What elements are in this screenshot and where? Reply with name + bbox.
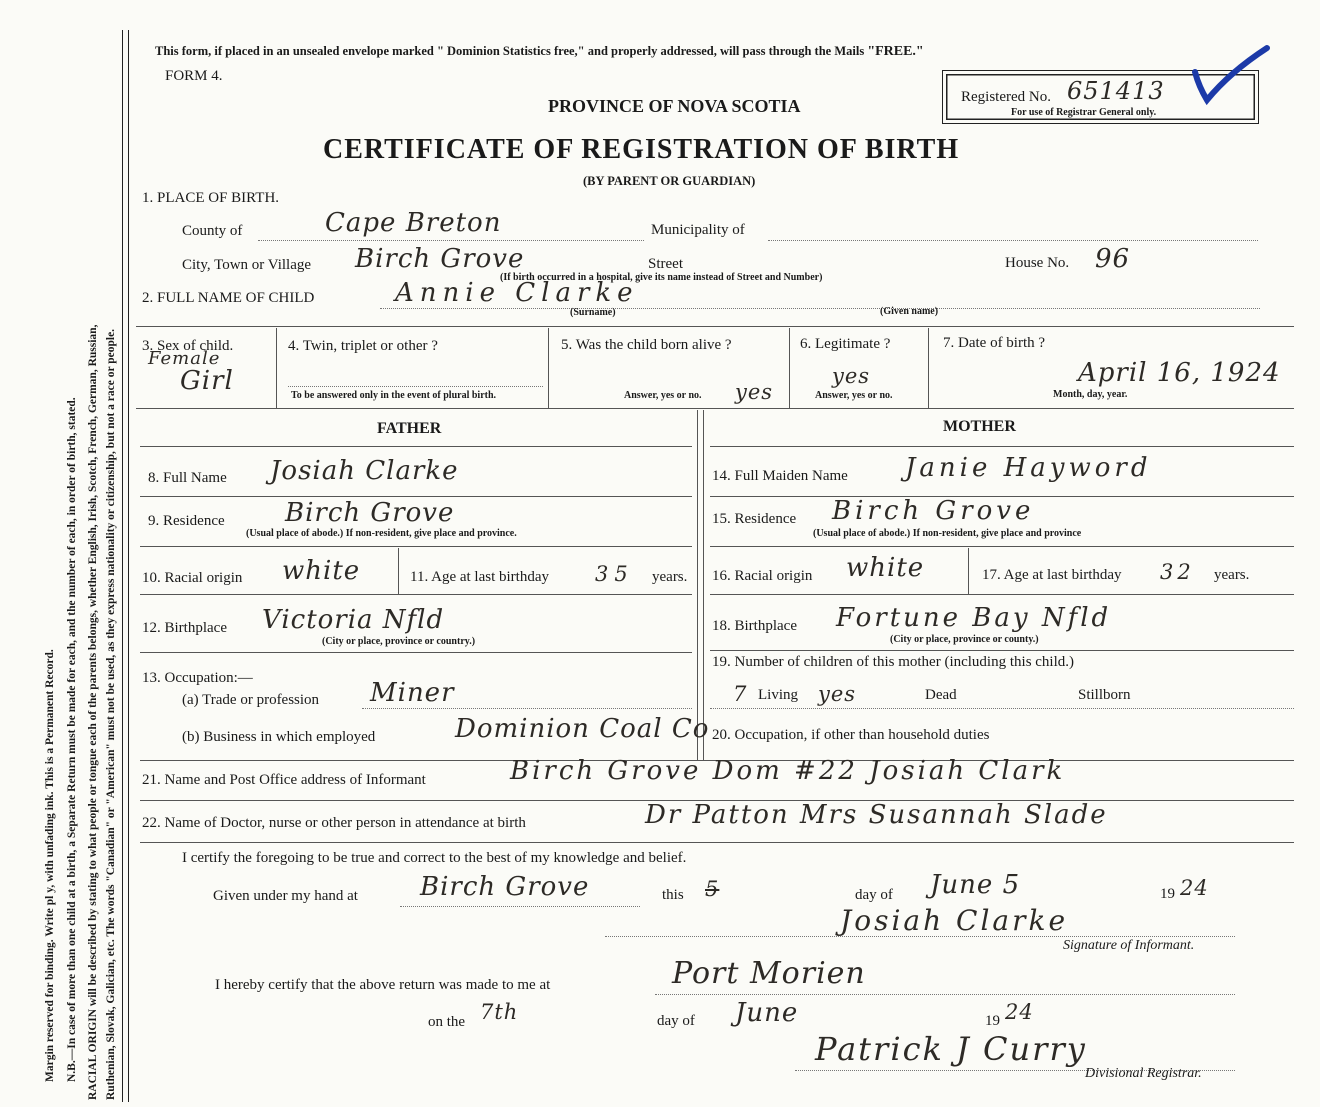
mother-race-value: white bbox=[846, 553, 925, 583]
twin-note: To be answered only in the event of plural birth. bbox=[291, 390, 497, 401]
this-label: this bbox=[662, 887, 684, 903]
registrar-note: For use of Registrar General only. bbox=[1011, 107, 1157, 118]
registrar-place: Port Morien bbox=[672, 956, 866, 991]
sex-value-2: Girl bbox=[180, 366, 234, 396]
day-value: June 5 bbox=[930, 870, 1021, 900]
dob-note: Month, day, year. bbox=[1053, 389, 1128, 400]
registrar-year-prefix: 19 bbox=[985, 1013, 1000, 1029]
registrar-year-value: 24 bbox=[1005, 1000, 1034, 1024]
street-label: Street bbox=[648, 256, 683, 272]
this-value: 5 bbox=[705, 877, 720, 901]
mother-birthplace-label: 18. Birthplace bbox=[712, 618, 797, 634]
year-value: 24 bbox=[1180, 876, 1209, 900]
mother-children-count: 7 bbox=[733, 682, 748, 706]
registered-label: Registered No. bbox=[961, 89, 1051, 105]
mother-age-unit: years. bbox=[1214, 567, 1250, 583]
father-business-label: (b) Business in which employed bbox=[182, 729, 376, 745]
child-name-label: 2. FULL NAME OF CHILD bbox=[142, 290, 315, 306]
city-label: City, Town or Village bbox=[182, 257, 312, 273]
on-label: on the bbox=[428, 1014, 466, 1030]
registrar-text: I hereby certify that the above return was made to me at bbox=[215, 977, 551, 993]
mother-residence-label: 15. Residence bbox=[712, 511, 797, 527]
house-value: 96 bbox=[1095, 244, 1131, 274]
registrar-day-label: day of bbox=[657, 1013, 695, 1029]
margin-rule-2 bbox=[128, 30, 129, 1102]
registered-number: 651413 bbox=[1067, 77, 1165, 105]
municipality-label: Municipality of bbox=[651, 222, 745, 238]
alive-value: yes bbox=[735, 380, 774, 404]
province-heading: PROVINCE OF NOVA SCOTIA bbox=[548, 96, 801, 116]
informant-value: Birch Grove Dom #22 Josiah Clark bbox=[510, 756, 1066, 786]
legitimate-note: Answer, yes or no. bbox=[815, 390, 893, 401]
margin-note-1: Margin reserved for binding. Write pl y, with unfading ink. This is a Permanent Record. bbox=[44, 649, 56, 1082]
father-trade-value: Miner bbox=[370, 678, 455, 708]
father-name-value: Josiah Clarke bbox=[270, 456, 459, 486]
father-birthplace-label: 12. Birthplace bbox=[142, 620, 227, 636]
certify-text: I certify the foregoing to be true and correct to the best of my knowledge and belief. bbox=[182, 850, 687, 866]
registrar-signature: Patrick J Curry bbox=[815, 1030, 1087, 1068]
father-race-value: white bbox=[282, 556, 361, 586]
dob-value: April 16, 1924 bbox=[1078, 358, 1281, 388]
mother-birthplace-value: Fortune Bay Nfld bbox=[836, 603, 1112, 633]
mother-heading: MOTHER bbox=[943, 418, 1016, 435]
margin-rule-1 bbox=[122, 30, 123, 1102]
living-value: yes bbox=[818, 682, 857, 706]
sex-label: 3. Sex of child. bbox=[142, 338, 234, 354]
father-age-label: 11. Age at last birthday bbox=[410, 569, 549, 585]
father-business-value: Dominion Coal Co bbox=[455, 714, 710, 744]
father-residence-note: (Usual place of abode.) If non-resident, give place and province. bbox=[246, 528, 517, 539]
certificate-title: CERTIFICATE OF REGISTRATION OF BIRTH bbox=[323, 134, 960, 165]
twin-label: 4. Twin, triplet or other ? bbox=[288, 338, 438, 354]
father-birthplace-note: (City or place, province or country.) bbox=[322, 636, 476, 647]
father-occupation-label: 13. Occupation:— bbox=[142, 670, 253, 686]
father-residence-value: Birch Grove bbox=[285, 498, 455, 528]
house-label: House No. bbox=[1005, 255, 1070, 271]
given-name-note: (Given name) bbox=[880, 306, 939, 317]
county-label: County of bbox=[182, 223, 243, 239]
mother-age-label: 17. Age at last birthday bbox=[982, 567, 1122, 583]
sex-value-1: Female bbox=[148, 348, 221, 369]
legitimate-label: 6. Legitimate ? bbox=[800, 336, 891, 352]
mother-birthplace-note: (City or place, province or county.) bbox=[890, 634, 1039, 645]
mother-race-label: 16. Racial origin bbox=[712, 568, 813, 584]
mother-age-value: 32 bbox=[1160, 560, 1195, 584]
county-value: Cape Breton bbox=[325, 208, 502, 238]
hospital-note: (If birth occurred in a hospital, give its name instead of Street and Number) bbox=[500, 272, 823, 283]
dead-label: Dead bbox=[925, 687, 957, 703]
living-label: Living bbox=[758, 687, 798, 703]
place-heading: 1. PLACE OF BIRTH. bbox=[142, 190, 280, 206]
informant-signature-label: Signature of Informant. bbox=[1063, 938, 1195, 953]
checkmark-icon bbox=[1185, 42, 1275, 107]
mother-residence-value: Birch Grove bbox=[832, 496, 1035, 526]
father-birthplace-value: Victoria Nfld bbox=[262, 605, 445, 635]
father-name-label: 8. Full Name bbox=[148, 470, 227, 486]
mother-children-label: 19. Number of children of this mother (including this child.) bbox=[712, 654, 1075, 670]
left-margin bbox=[0, 0, 130, 1107]
mail-notice: This form, if placed in an unsealed envelope marked " Dominion Statistics free," and properly addressed, will pass through the Mails "FREE." bbox=[155, 44, 924, 59]
mother-occupation-label: 20. Occupation, if other than household duties bbox=[712, 727, 990, 743]
stillborn-label: Stillborn bbox=[1078, 687, 1131, 703]
alive-label: 5. Was the child born alive ? bbox=[561, 337, 732, 353]
father-residence-label: 9. Residence bbox=[148, 513, 225, 529]
mother-name-label: 14. Full Maiden Name bbox=[712, 468, 848, 484]
registrar-signature-label: Divisional Registrar. bbox=[1085, 1066, 1202, 1081]
year-prefix: 19 bbox=[1160, 886, 1175, 902]
given-label: Given under my hand at bbox=[213, 888, 358, 904]
doctor-label: 22. Name of Doctor, nurse or other person in attendance at birth bbox=[142, 815, 526, 831]
alive-note: Answer, yes or no. bbox=[624, 390, 702, 401]
margin-note-2: N.B.—In case of more than one child at a birth, a Separate Return must be made for each, and the number of each, in order of birth, stated. bbox=[66, 397, 78, 1082]
informant-label: 21. Name and Post Office address of Informant bbox=[142, 772, 426, 788]
form-number: FORM 4. bbox=[165, 68, 223, 84]
mother-name-value: Janie Hayword bbox=[905, 453, 1152, 483]
surname-note: (Surname) bbox=[570, 307, 616, 318]
city-value: Birch Grove bbox=[355, 244, 525, 274]
legitimate-value: yes bbox=[832, 364, 871, 388]
on-value: 7th bbox=[480, 1000, 519, 1024]
father-race-label: 10. Racial origin bbox=[142, 570, 243, 586]
given-place: Birch Grove bbox=[420, 872, 590, 902]
father-heading: FATHER bbox=[377, 420, 442, 437]
margin-note-3: RACIAL ORIGIN will be described by stating to what people or tongue each of the parents belongs, whether English, Irish, Scotch, French, German, Russian, bbox=[87, 324, 99, 1100]
father-trade-label: (a) Trade or profession bbox=[182, 692, 320, 708]
margin-note-4: Ruthenian, Slovak, Galician, etc. The words "Canadian" or "American" must not be used, as they express nationality or citizenship, but not a race or people. bbox=[105, 328, 117, 1100]
day-label: day of bbox=[855, 887, 893, 903]
father-age-value: 35 bbox=[595, 562, 634, 586]
mother-residence-note: (Usual place of abode.) If non-resident, give place and province bbox=[813, 528, 1082, 539]
registrar-month: June bbox=[735, 998, 799, 1028]
father-age-unit: years. bbox=[652, 569, 688, 585]
doctor-value: Dr Patton Mrs Susannah Slade bbox=[645, 800, 1108, 830]
certificate-subtitle: (BY PARENT OR GUARDIAN) bbox=[583, 174, 756, 188]
informant-signature: Josiah Clarke bbox=[840, 904, 1069, 937]
dob-label: 7. Date of birth ? bbox=[943, 335, 1046, 351]
child-name-value: Annie Clarke bbox=[395, 278, 639, 308]
